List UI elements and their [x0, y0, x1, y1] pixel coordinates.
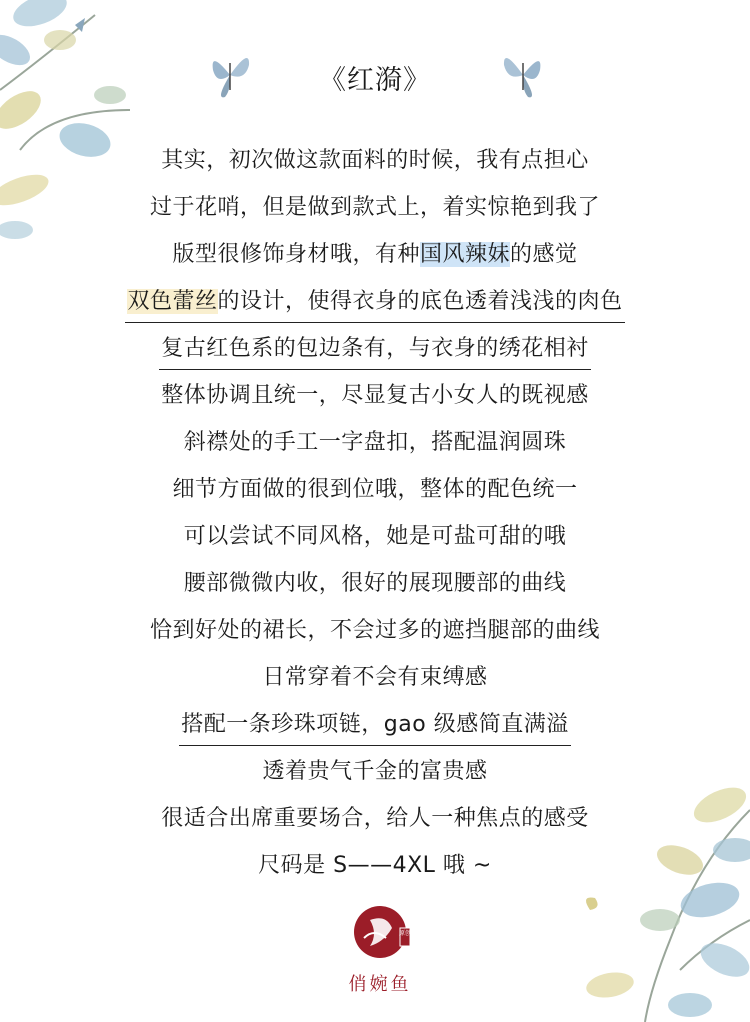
line-text-after: 的感觉	[510, 242, 578, 267]
poem-title: 《红漪》	[319, 65, 431, 96]
line-text: 可以尝试不同风格，她是可盐可甜的哦	[183, 524, 567, 549]
line-text-wrap	[170, 233, 579, 277]
poem-line-16	[0, 844, 750, 891]
poem-line-13	[0, 703, 750, 750]
line-text: 斜襟处的手工一字盘扣，搭配温润圆珠	[183, 430, 567, 455]
line-text: 腰部微微内收，很好的展现腰部的曲线	[183, 571, 567, 596]
line-text: 过于花哨，但是做到款式上，着实惊艳到我了	[149, 195, 600, 220]
underlined-line: 复古红色系的包边条有，与衣身的绣花相衬	[159, 329, 591, 370]
line-text: 恰到好处的裙长，不会过多的遮挡腿部的曲线	[149, 618, 600, 643]
underlined-line: 搭配一条珍珠项链，gao 级感简直满溢	[179, 705, 570, 746]
line-text: 很适合出席重要场合，给人一种焦点的感受	[161, 806, 589, 831]
poem-line-4	[0, 280, 750, 327]
line-text: 整体协调且统一，尽显复古小女人的既视感	[161, 383, 589, 408]
poem-line-10	[0, 562, 750, 609]
highlight-yellow: 双色蕾丝	[127, 289, 218, 314]
poem-body	[0, 139, 750, 891]
poem-line-6	[0, 374, 750, 421]
line-text: 细节方面做的很到位哦，整体的配色统一	[172, 477, 578, 502]
line-text: 尺码是 S——4XL 哦 ~	[258, 853, 492, 878]
brand-logo	[340, 898, 420, 1008]
line-text-before: 版型很修饰身材哦，有种	[172, 242, 420, 267]
poem-line-1	[0, 139, 750, 186]
poem-line-12	[0, 656, 750, 703]
highlight-blue: 国风辣妹	[419, 242, 510, 267]
underlined-line	[125, 282, 624, 323]
brand-name: 俏婉鱼	[348, 974, 412, 995]
poem-line-15	[0, 797, 750, 844]
line-text: 透着贵气千金的富贵感	[262, 759, 488, 784]
poem-line-3	[0, 233, 750, 280]
poem-line-2	[0, 186, 750, 233]
poem-line-11	[0, 609, 750, 656]
brand-logo-mark-icon	[340, 898, 420, 970]
poem-line-5	[0, 327, 750, 374]
brand-seal-text: 原创	[398, 930, 412, 937]
line-text: 日常穿着不会有束缚感	[262, 665, 488, 690]
line-text-after: 的设计，使得衣身的底色透着浅浅的肉色	[217, 289, 623, 314]
poem-line-14	[0, 750, 750, 797]
poem-line-7	[0, 421, 750, 468]
poem-line-9	[0, 515, 750, 562]
poem-line-8	[0, 468, 750, 515]
line-text: 其实，初次做这款面料的时候，我有点担心	[161, 148, 589, 173]
